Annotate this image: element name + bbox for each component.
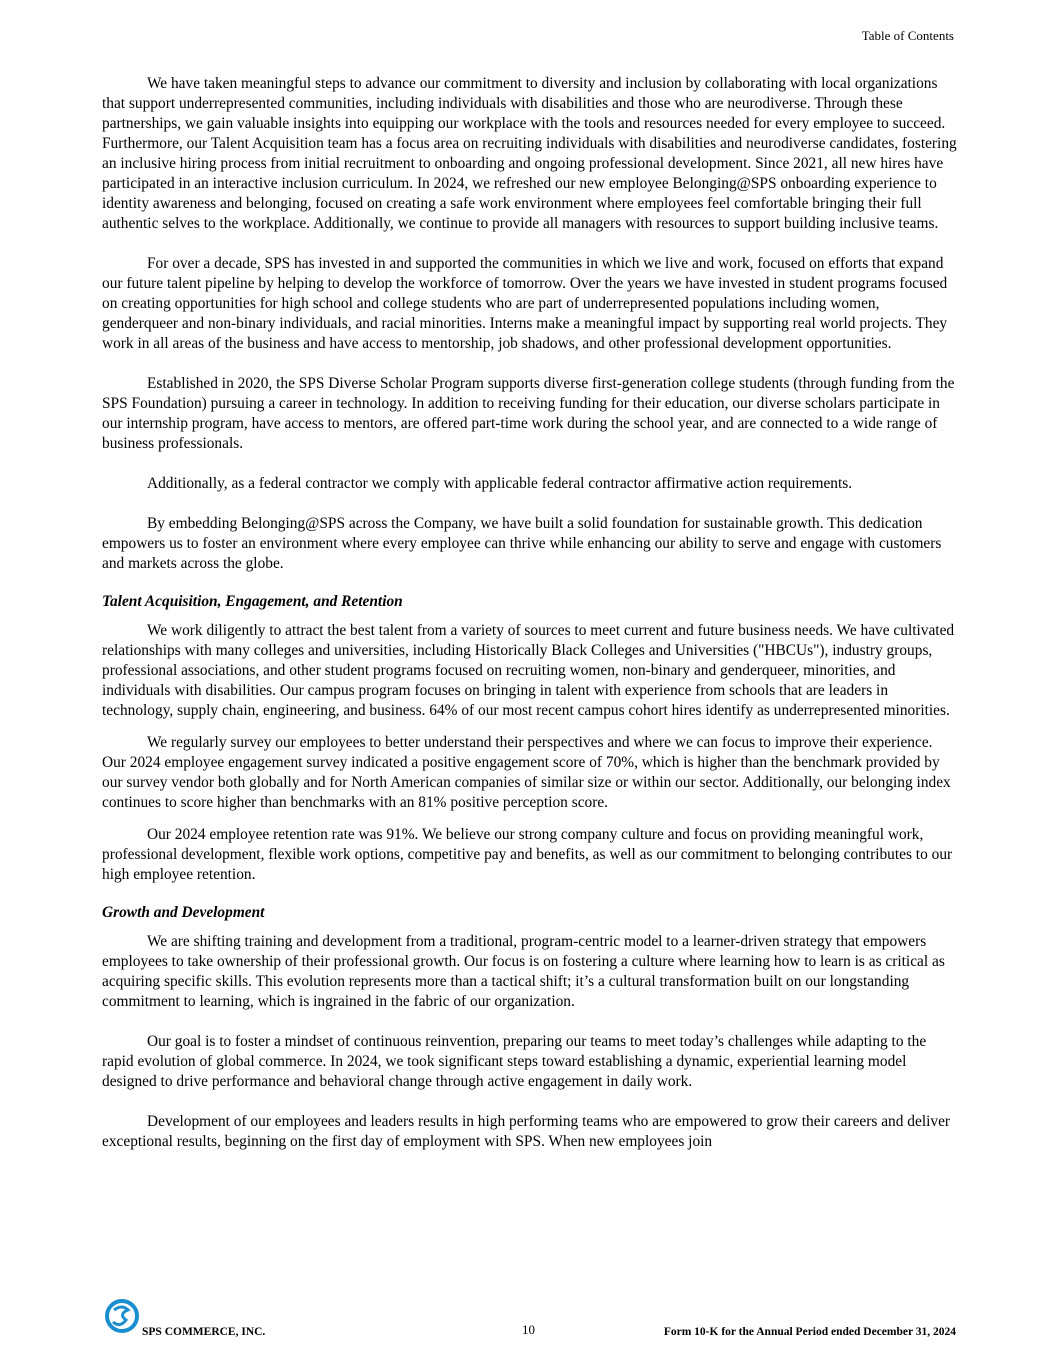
page-footer: [104, 1298, 956, 1340]
paragraph: We are shifting training and development from a traditional, program-centric model to a learner-driven strategy that empowers employees to take ownership of their professional growth. Our focus is on fostering a culture where learning how to learn is as critical as acquiring specific skills. This evolution represents more than a tactical shift; it’s a cultural transformation built on our longstanding commitment to learning, which is ingrained in the fabric of our organization.: [102, 933, 945, 1010]
paragraph: Development of our employees and leaders results in high performing teams who are empowered to grow their careers and deliver exceptional results, beginning on the first day of employment with SPS. When new employees join: [102, 1113, 951, 1150]
section-heading: Talent Acquisition, Engagement, and Retention: [102, 593, 403, 610]
document-body: [102, 74, 958, 1152]
paragraph: For over a decade, SPS has invested in and supported the communities in which we live and work, focused on efforts that expand our future talent pipeline by helping to develop the workforce of tomorrow. Over the years we have invested in student programs focused on creating opportunities for high school and college students who are part of underrepresented populations including women, genderqueer and non-binary individuals, and racial minorities. Interns make a meaningful impact by supporting real world projects. They work in all areas of the business and have access to mentorship, job shadows, and other professional development opportunities.: [102, 255, 948, 352]
page-number: 10: [522, 1322, 535, 1337]
paragraph: Our 2024 employee retention rate was 91%. We believe our strong company culture and focus on providing meaningful work, professional development, flexible work options, competitive pay and benefits, as well as our commitment to belonging contributes to our high employee retention.: [102, 826, 953, 883]
paragraph: We work diligently to attract the best talent from a variety of sources to meet current and future business needs. We have cultivated relationships with many colleges and universities, including Historically Black Colleges and Universities ("HBCUs"), industry groups, professional associations, and other student programs focused on recruiting women, non-binary and genderqueer, minorities, and individuals with disabilities. Our campus program focuses on bringing in talent with experience from schools that are leaders in technology, supply chain, engineering, and business. 64% of our most recent campus cohort hires identify as underrepresented minorities.: [102, 622, 955, 719]
paragraph: By embedding Belonging@SPS across the Company, we have built a solid foundation for sustainable growth. This dedication empowers us to foster an environment where every employee can thrive while enhancing our ability to serve and engage with customers and markets across the globe.: [102, 515, 942, 572]
paragraph: Additionally, as a federal contractor we comply with applicable federal contractor affirmative action requirements.: [147, 475, 853, 492]
paragraph: Our goal is to foster a mindset of continuous reinvention, preparing our teams to meet today’s challenges while adapting to the rapid evolution of global commerce. In 2024, we took significant steps toward establishing a dynamic, experiential learning model designed to drive performance and behavioral change through active engagement in daily work.: [102, 1033, 927, 1090]
table-of-contents-link[interactable]: Table of Contents: [861, 28, 954, 43]
company-name: SPS COMMERCE, INC.: [142, 1326, 266, 1338]
paragraph: We have taken meaningful steps to advance our commitment to diversity and inclusion by collaborating with local organizations that support underrepresented communities, including individuals with disabilities and those who are neurodiverse. Through these partnerships, we gain valuable insights into equipping our workplace with the tools and resources needed for every employee to succeed. Furthermore, our Talent Acquisition team has a focus area on recruiting individuals with disabilities and neurodiverse candidates, fostering an inclusive hiring process from initial recruitment to onboarding and ongoing professional development. Since 2021, all new hires have participated in an interactive inclusion curriculum. In 2024, we refreshed our new employee Belonging@SPS onboarding experience to identity awareness and belonging, focused on creating a safe work environment where employees feel comfortable bringing their full authentic selves to the workplace. Additionally, we continue to provide all managers with resources to support building inclusive teams.: [102, 75, 957, 232]
form-label: Form 10-K for the Annual Period ended December 31, 2024: [663, 1326, 956, 1338]
sps-logo-icon: [104, 1298, 140, 1334]
section-heading: Growth and Development: [102, 904, 265, 921]
paragraph: We regularly survey our employees to better understand their perspectives and where we can focus to improve their experience. Our 2024 employee engagement survey indicated a positive engagement score of 70%, which is higher than the benchmark provided by our survey vendor both globally and for North American companies of similar size or within our sector. Additionally, our belonging index continues to score higher than benchmarks with an 81% positive perception score.: [102, 734, 951, 811]
paragraph: Established in 2020, the SPS Diverse Scholar Program supports diverse first-generation college students (through funding from the SPS Foundation) pursuing a career in technology. In addition to receiving funding for their education, our diverse scholars participate in our internship program, have access to mentors, are offered part-time work during the school year, and are connected to a wide range of business professionals.: [102, 375, 955, 452]
